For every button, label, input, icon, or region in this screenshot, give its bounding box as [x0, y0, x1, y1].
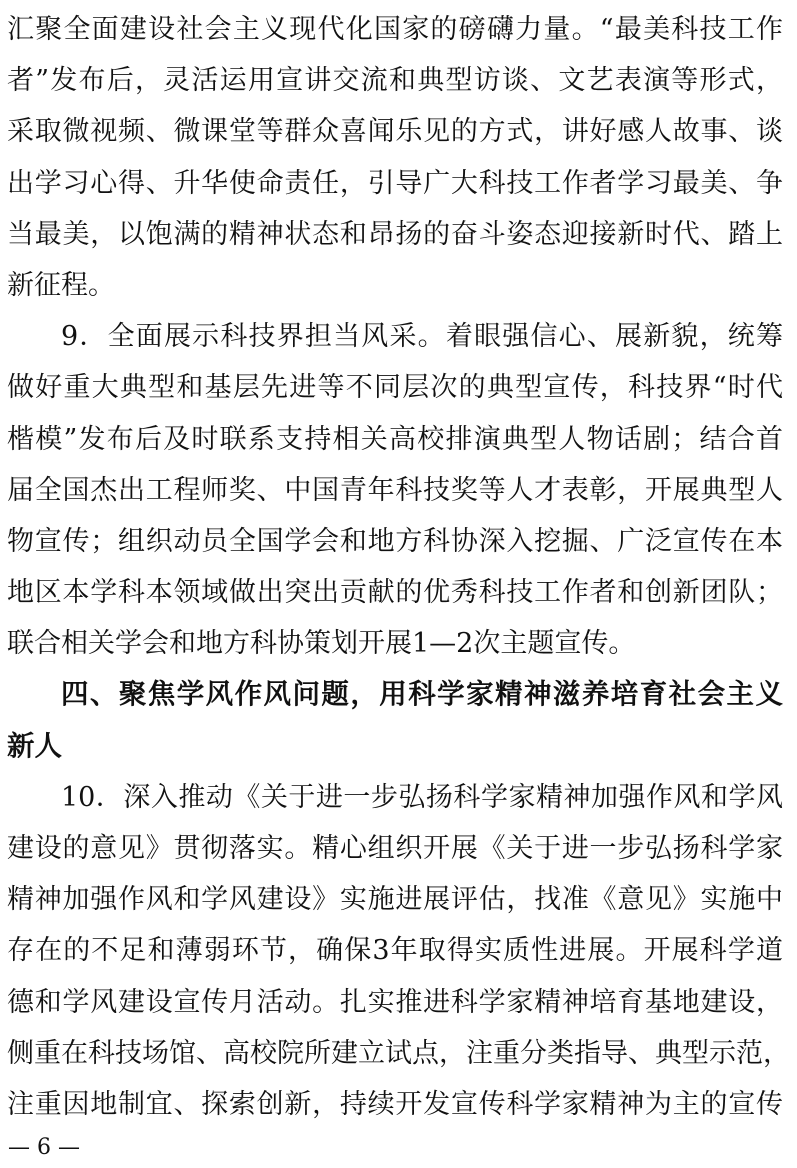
text-line: 届全国杰出工程师奖、中国青年科技奖等人才表彰，开展典型人: [7, 474, 783, 506]
paragraph: [7, 772, 790, 1130]
page-number: — 6 —: [8, 1135, 80, 1160]
paragraph: [7, 4, 783, 311]
text-line: 物宣传；组织动员全国学会和地方科协深入挖掘、广泛宣传在本: [7, 525, 783, 557]
text-line: 德和学风建设宣传月活动。扎实推进科学家精神培育基地建设，: [7, 986, 783, 1018]
heading-line: 四、聚焦学风作风问题，用科学家精神滋养培育社会主义: [61, 678, 783, 711]
paragraph: [7, 311, 783, 669]
text-line: 当最美，以饱满的精神状态和昂扬的奋斗姿态迎接新时代、踏上: [7, 218, 783, 250]
heading-line: 新人: [7, 729, 62, 762]
text-line: 侧重在科技场馆、高校院所建立试点，注重分类指导、典型示范，: [7, 1037, 790, 1069]
text-line: 精神加强作风和学风建设》实施进展评估，找准《意见》实施中: [7, 884, 783, 916]
text-line: 者”发布后，灵活运用宣讲交流和典型访谈、文艺表演等形式，: [7, 65, 783, 97]
text-line: 9．全面展示科技界担当风采。着眼强信心、展新貌，统筹: [61, 321, 783, 353]
document-body: [7, 4, 790, 1130]
text-line: 楷模”发布后及时联系支持相关高校排演典型人物话剧；结合首: [7, 423, 783, 455]
text-line: 地区本学科本领域做出突出贡献的优秀科技工作者和创新团队；: [7, 577, 783, 609]
text-line: 汇聚全面建设社会主义现代化国家的磅礴力量。“最美科技工作: [7, 14, 783, 45]
text-line: 10．深入推动《关于进一步弘扬科学家精神加强作风和学风: [61, 781, 783, 813]
text-line: 建设的意见》贯彻落实。精心组织开展《关于进一步弘扬科学家: [7, 833, 783, 864]
section-heading: [7, 669, 783, 771]
text-line: 新征程。: [7, 269, 115, 301]
text-line: 存在的不足和薄弱环节，确保3年取得实质性进展。开展科学道: [7, 935, 783, 967]
text-line: 做好重大典型和基层先进等不同层次的典型宣传，科技界“时代: [7, 372, 783, 404]
text-line: 采取微视频、微课堂等群众喜闻乐见的方式，讲好感人故事、谈: [7, 116, 783, 148]
text-line: 出学习心得、升华使命责任，引导广大科技工作者学习最美、争: [7, 167, 783, 199]
text-line: 注重因地制宜、探索创新，持续开发宣传科学家精神为主的宣传: [7, 1088, 783, 1120]
text-line: 联合相关学会和地方科协策划开展1—2次主题宣传。: [7, 628, 636, 660]
